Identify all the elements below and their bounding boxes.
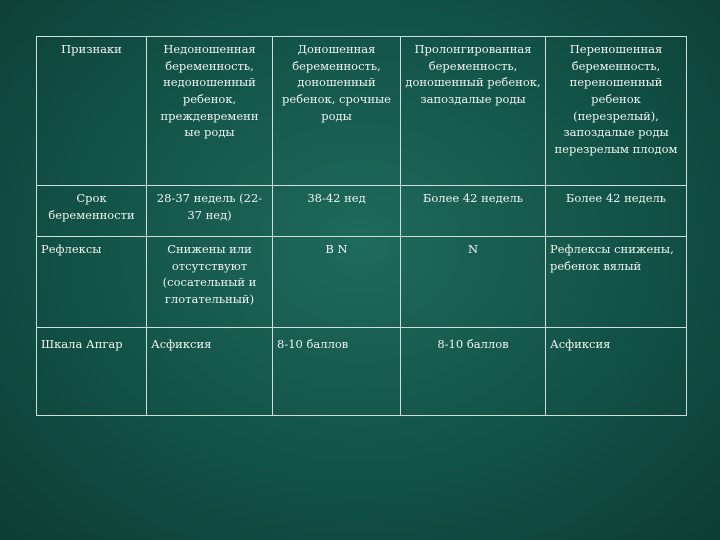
table-cell: Более 42 недель bbox=[401, 186, 546, 237]
table-cell: В N bbox=[273, 237, 401, 328]
table-row bbox=[37, 186, 687, 237]
table-cell: 28-37 недель (22-37 нед) bbox=[147, 186, 273, 237]
table-header-row bbox=[37, 37, 687, 186]
table-cell: Асфиксия bbox=[147, 328, 273, 416]
table-cell: Асфиксия bbox=[546, 328, 687, 416]
header-cell-term: Доношенная беременность, доношенный ребенок, срочные роды bbox=[273, 37, 401, 186]
row-label-gestation-term: Срок беременности bbox=[37, 186, 147, 237]
table-cell: 8-10 баллов bbox=[273, 328, 401, 416]
header-cell-feature: Признаки bbox=[37, 37, 147, 186]
header-cell-preterm: Недоношенная беременность, недоношенный ребенок, преждевременн ые роды bbox=[147, 37, 273, 186]
table-row bbox=[37, 237, 687, 328]
row-label-apgar-scale: Шкала Апгар bbox=[37, 328, 147, 416]
row-label-reflexes: Рефлексы bbox=[37, 237, 147, 328]
table-row bbox=[37, 328, 687, 416]
table-cell: N bbox=[401, 237, 546, 328]
header-cell-post-term: Переношенная беременность, переношенный ребенок (перезрелый), запоздалые роды перезрелым плодом bbox=[546, 37, 687, 186]
comparison-table bbox=[36, 36, 687, 416]
table-cell: Снижены или отсутствуют (сосательный и глотательный) bbox=[147, 237, 273, 328]
header-cell-prolonged: Пролонгированная беременность, доношенный ребенок, запоздалые роды bbox=[401, 37, 546, 186]
table-cell: 38-42 нед bbox=[273, 186, 401, 237]
table-cell: 8-10 баллов bbox=[401, 328, 546, 416]
table-cell: Более 42 недель bbox=[546, 186, 687, 237]
table-cell: Рефлексы снижены, ребенок вялый bbox=[546, 237, 687, 328]
